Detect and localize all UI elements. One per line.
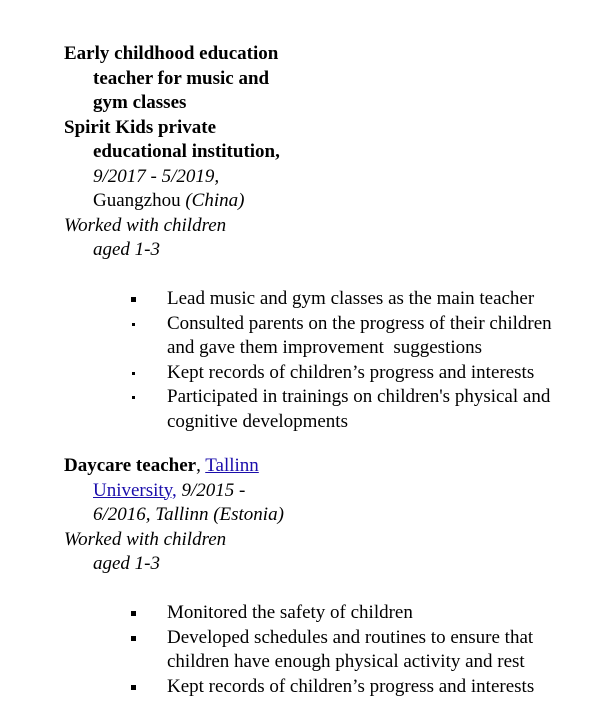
spacer bbox=[64, 577, 590, 602]
job-title-line: Early childhood education bbox=[64, 43, 279, 64]
duty-item bbox=[129, 385, 590, 434]
job-note-line: Worked with children bbox=[64, 214, 227, 236]
duty-item bbox=[129, 361, 590, 386]
bullet-square-icon bbox=[132, 396, 135, 399]
employer-link[interactable]: University, bbox=[93, 479, 177, 501]
duty-item bbox=[129, 287, 590, 312]
bullet-square-icon bbox=[131, 611, 136, 616]
duty-text-line: cognitive developments bbox=[167, 410, 348, 432]
employer-line: educational institution, bbox=[93, 141, 280, 162]
duty-text-line: and gave them improvement suggestions bbox=[167, 337, 483, 358]
employer-line: Spirit Kids private bbox=[64, 116, 217, 138]
separator: , bbox=[196, 455, 206, 476]
duty-text-line: Monitored the safety of children bbox=[167, 602, 413, 623]
duty-item bbox=[129, 601, 590, 626]
bullet-square-icon bbox=[132, 323, 135, 326]
job-country: (China) bbox=[185, 190, 245, 211]
duty-item bbox=[129, 675, 590, 700]
job-location bbox=[64, 189, 590, 214]
bullet-square-icon bbox=[131, 297, 136, 302]
job-title-line: teacher for music and bbox=[93, 67, 270, 89]
bullet-square-icon bbox=[131, 636, 136, 641]
duty-text-line: Consulted parents on the progress of their children bbox=[167, 312, 552, 334]
duty-text-line: Kept records of children’s progress and interests bbox=[167, 361, 535, 383]
job-note-line: aged 1-3 bbox=[93, 239, 161, 260]
duty-item bbox=[129, 626, 590, 675]
duty-text-line: Lead music and gym classes as the main teacher bbox=[167, 288, 535, 309]
employer-link[interactable]: Tallinn bbox=[205, 455, 259, 476]
duty-text-line: Kept records of children’s progress and interests bbox=[167, 675, 535, 697]
job-title-line: gym classes bbox=[93, 92, 187, 113]
job-entry-1 bbox=[64, 42, 590, 434]
job-city: Guangzhou bbox=[93, 190, 181, 211]
job-note-line: aged 1-3 bbox=[93, 553, 161, 574]
bullet-square-icon bbox=[131, 685, 136, 690]
duty-text-line: Participated in trainings on children's physical and bbox=[167, 386, 551, 407]
job-dates: 9/2017 - 5/2019, bbox=[93, 165, 220, 187]
duty-text-line: children have enough physical activity and rest bbox=[167, 651, 525, 672]
job-dates-location: 6/2016, Tallinn (Estonia) bbox=[93, 504, 284, 525]
spacer bbox=[64, 263, 590, 288]
bullet-square-icon bbox=[132, 372, 135, 375]
duties-list bbox=[64, 601, 590, 699]
duty-item bbox=[129, 312, 590, 361]
job-dates: 9/2015 - bbox=[176, 479, 246, 501]
job-entry-2 bbox=[64, 454, 590, 699]
job-heading-line bbox=[64, 479, 590, 504]
job-title: Daycare teacher bbox=[64, 455, 197, 476]
job-heading-line bbox=[64, 454, 590, 479]
job-note-line: Worked with children bbox=[64, 528, 227, 550]
duties-list bbox=[64, 287, 590, 434]
duty-text-line: Developed schedules and routines to ensure that bbox=[167, 626, 534, 648]
